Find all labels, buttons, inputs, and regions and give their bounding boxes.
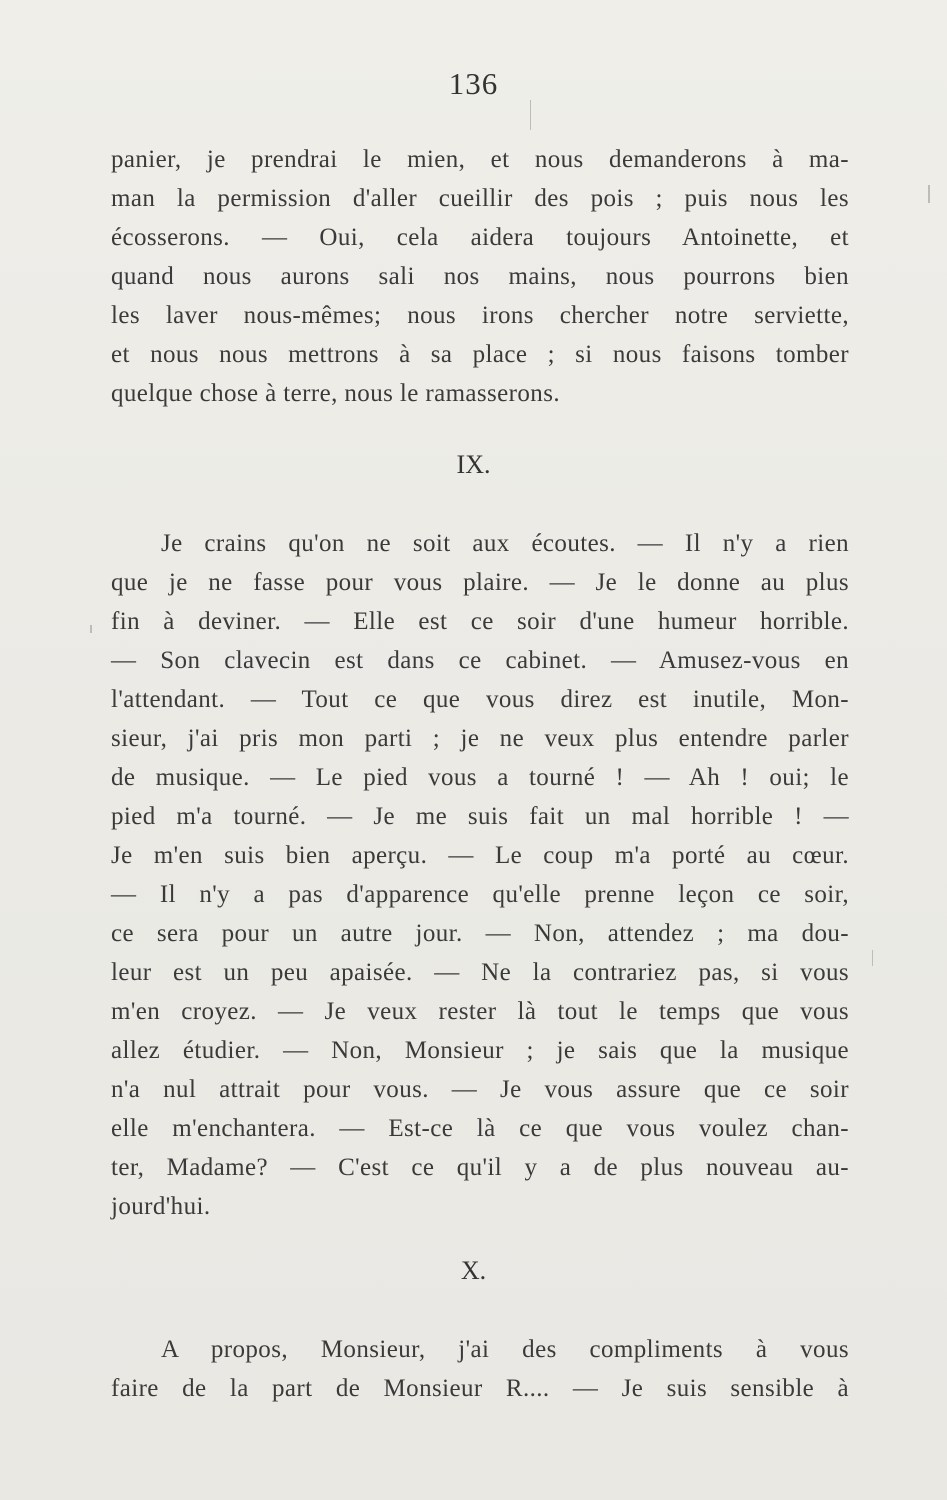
text-line: pied m'a tourné. — Je me suis fait un mal horrible ! — [111, 803, 849, 830]
text-line: faire de la part de Monsieur R.... — Je suis sensible à [111, 1375, 849, 1402]
text-line: m'en croyez. — Je veux rester là tout le temps que vous [111, 998, 849, 1025]
text-line: quelque chose à terre, nous le ramasserons. [111, 380, 560, 407]
paragraph-continuation [111, 140, 849, 413]
text-line: quand nous aurons sali nos mains, nous pourrons bien [111, 263, 849, 290]
text-line: allez étudier. — Non, Monsieur ; je sais que la musique [111, 1037, 849, 1064]
text-line: que je ne fasse pour vous plaire. — Je le donne au plus [111, 569, 849, 596]
section-heading-ix: IX. [456, 450, 491, 479]
paper-mark [928, 185, 930, 203]
text-line: écosserons. — Oui, cela aidera toujours Antoinette, et [111, 224, 849, 251]
section-ix-body [111, 524, 849, 1226]
paper-mark [530, 100, 531, 130]
section-heading-x: X. [460, 1256, 487, 1285]
text-line: A propos, Monsieur, j'ai des compliments à vous [161, 1336, 849, 1363]
text-line: leur est un peu apaisée. — Ne la contrariez pas, si vous [111, 959, 849, 986]
text-line: ce sera pour un autre jour. — Non, attendez ; ma dou- [111, 920, 849, 947]
page-number: 136 [448, 66, 499, 101]
text-line: — Son clavecin est dans ce cabinet. — Amusez-vous en [111, 647, 849, 674]
text-line: ter, Madame? — C'est ce qu'il y a de plus nouveau au- [111, 1154, 849, 1181]
text-line: sieur, j'ai pris mon parti ; je ne veux plus entendre parler [111, 725, 849, 752]
text-line: jourd'hui. [111, 1193, 211, 1220]
text-line: elle m'enchantera. — Est-ce là ce que vous voulez chan- [111, 1115, 849, 1142]
paper-mark [90, 625, 92, 633]
text-line: — Il n'y a pas d'apparence qu'elle prenne leçon ce soir, [111, 881, 849, 908]
paper-mark [872, 950, 873, 966]
text-line: les laver nous-mêmes; nous irons chercher notre serviette, [111, 302, 849, 329]
text-line: fin à deviner. — Elle est ce soir d'une humeur horrible. [111, 608, 849, 635]
text-line: man la permission d'aller cueillir des pois ; puis nous les [111, 185, 849, 212]
text-line: n'a nul attrait pour vous. — Je vous assure que ce soir [111, 1076, 849, 1103]
text-line: de musique. — Le pied vous a tourné ! — Ah ! oui; le [111, 764, 849, 791]
text-line: Je m'en suis bien aperçu. — Le coup m'a porté au cœur. [111, 842, 849, 869]
text-line: panier, je prendrai le mien, et nous demanderons à ma- [111, 146, 849, 173]
text-line: l'attendant. — Tout ce que vous direz est inutile, Mon- [111, 686, 849, 713]
text-line: et nous nous mettrons à sa place ; si nous faisons tomber [111, 341, 849, 368]
section-x-body [111, 1330, 849, 1408]
text-line: Je crains qu'on ne soit aux écoutes. — Il n'y a rien [161, 530, 849, 557]
